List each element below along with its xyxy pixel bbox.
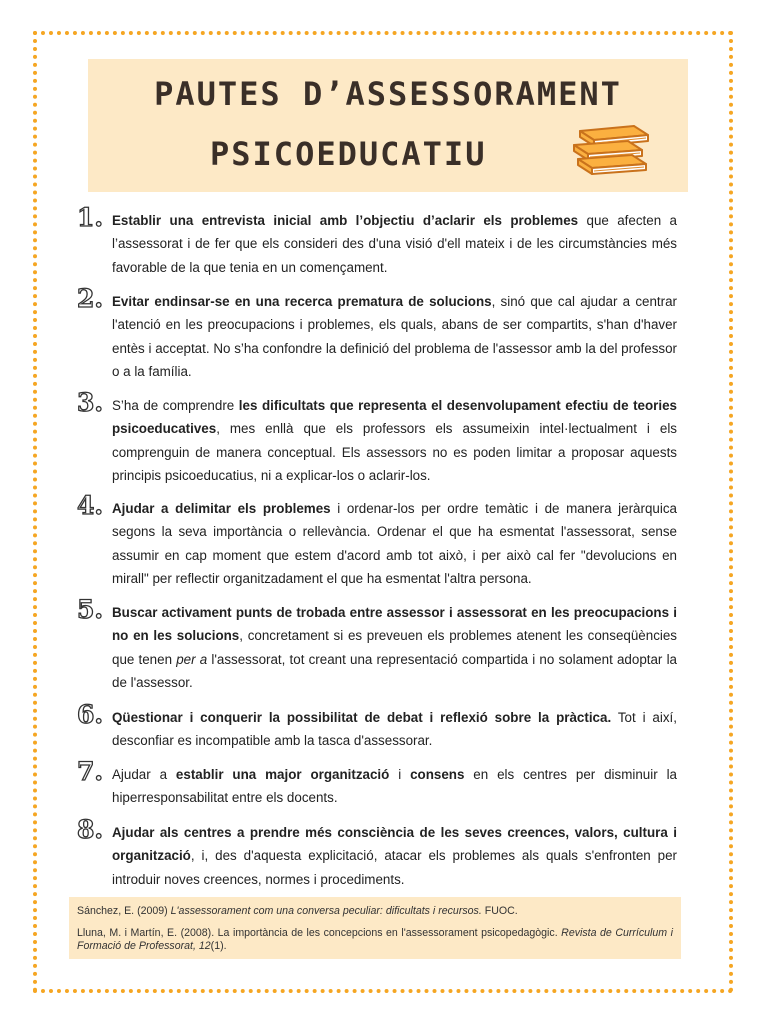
item-span: Ajudar a	[112, 767, 176, 782]
item-italic: per a	[176, 651, 208, 667]
item-number: 3.	[77, 388, 104, 417]
item-text	[112, 821, 677, 891]
item-bold: les dificultats que representa el desenvolupament efectiu de teories psicoeducatives	[112, 398, 677, 437]
item-bold: establir una major organització	[175, 767, 390, 782]
item-span: , i, des d'aquesta explicitació, atacar els problemes als quals s'enfronten per introduir noves creences, normes i procediments.	[112, 848, 677, 887]
item-text	[112, 706, 677, 753]
title-banner	[88, 59, 688, 192]
item-span: , concretament si es preveuen els problemes atenent les conseqüències que tenen	[112, 628, 678, 667]
item-bold: Ajudar als centres a prendre més consciència de les seves creences, valors, cultura i organització	[112, 825, 677, 864]
ref-italic: Revista de Currículum i Formació de Professorat, 12	[77, 927, 674, 952]
ref-italic: L'assessorament com una conversa peculiar: dificultats i recursos.	[170, 905, 482, 917]
item-bold: Evitar endinsar-se en una recerca prematura de solucions	[112, 294, 492, 309]
item-bold: Establir una entrevista inicial amb l’objectiu d’aclarir els problemes	[112, 213, 579, 228]
title-line-2: PSICOEDUCATIU	[210, 135, 487, 173]
ref-span: Lluna, M. i Martín, E. (2008). La importància de les concepcions en l'assessorament psicopedagògic.	[77, 927, 562, 939]
reference-2	[77, 927, 673, 953]
guideline-item-8	[77, 815, 677, 891]
ref-span: FUOC.	[481, 905, 518, 917]
item-bold: Qüestionar i conquerir la possibilitat de debat i reflexió sobre la pràctica.	[112, 710, 612, 725]
item-span: l'assessorat, tot creant una representació compartida i no solament adoptar la de l'assessor.	[112, 651, 677, 690]
guideline-item-7	[77, 757, 677, 810]
item-span: S’ha de comprendre	[112, 398, 239, 413]
item-text	[112, 601, 677, 694]
item-text	[112, 763, 677, 810]
item-text	[112, 290, 677, 383]
item-span: , sinó que cal ajudar a centrar l'atenció en les preocupacions i problemes, els quals, abans de ser compartits, s'han d'haver entès i acceptat. No s’ha confondre la definició del problema de l'assessor amb la del professor o a la família.	[112, 294, 677, 379]
item-span: que afecten a l’assessorat i de fer que els consideri des d'una visió d'ell mateix i de les circumstàncies més favorable de la que tenia en un començament.	[112, 213, 678, 275]
item-span: , mes enllà que els professors els assumeixin intel·lectualment i els comprenguin de manera conceptual. Els assessors no es poden limitar a proposar aquests principis psicoeducatius, ni a explicar-los o aclarir-los.	[112, 421, 677, 483]
guideline-item-6	[77, 700, 677, 753]
item-span: en els centres per disminuir la hiperresponsabilitat entre els docents.	[112, 767, 677, 806]
item-number: 2.	[77, 284, 104, 313]
books-icon	[568, 123, 654, 183]
item-bold: Buscar activament punts de trobada entre assessor i assessorat en les preocupacions i no en les solucions	[112, 605, 677, 644]
guideline-item-2	[77, 284, 677, 383]
title-line-1: PAUTES D’ASSESSORAMENT	[154, 75, 622, 113]
item-span: Tot i així, desconfiar es incompatible amb la tasca d'assessorar.	[112, 710, 677, 749]
reference-1	[77, 905, 673, 918]
item-span: i	[389, 767, 411, 782]
item-text	[112, 209, 677, 279]
guideline-item-3	[77, 388, 677, 487]
item-number: 1.	[77, 203, 104, 232]
guideline-item-1	[77, 203, 678, 279]
item-number: 7.	[77, 757, 104, 786]
item-number: 8.	[77, 815, 104, 844]
item-bold: Ajudar a delimitar els problemes	[112, 501, 331, 516]
references-box	[69, 897, 681, 959]
ref-span: (1).	[210, 940, 227, 952]
item-bold: consens	[410, 767, 465, 782]
guideline-item-4	[77, 491, 677, 590]
item-number: 5.	[77, 595, 104, 624]
item-text	[112, 497, 677, 590]
item-span: i ordenar-los per ordre temàtic i de manera jeràrquica segons la seva importància o rellevància. Ordenar el que ha esmentat l'assessorat, sense assumir en cap moment que estem d'acord amb tot això, i per això cal fer "devolucions en mirall" per reflectir organitzadament el que ha esmentat l'altra persona.	[112, 501, 677, 586]
item-text	[112, 394, 677, 487]
ref-span: Sánchez, E. (2009)	[77, 905, 171, 917]
guideline-item-5	[77, 595, 678, 694]
item-number: 6.	[77, 700, 104, 729]
item-number: 4.	[77, 491, 104, 520]
